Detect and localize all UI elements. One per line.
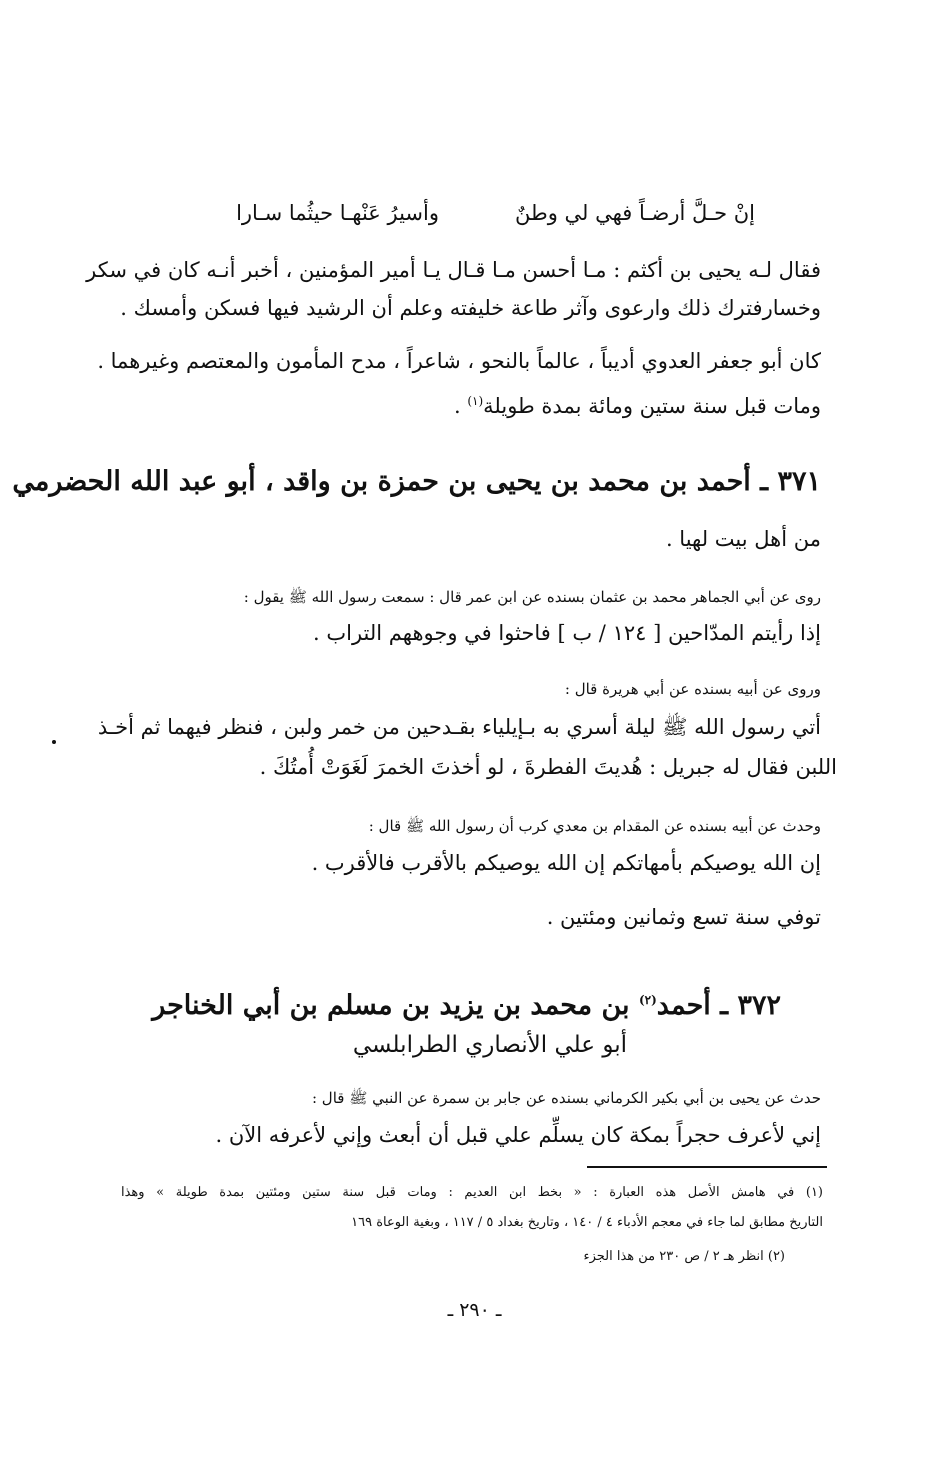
entry371-hadith2-line2: اللبن فقال له جبريل : هُديتَ الفطرةَ ، لو أخذتَ الخمرَ لَغَوَتْ أُمتُكَ . xyxy=(259,755,837,779)
page-number: ـ ٢٩٠ ـ xyxy=(447,1299,502,1321)
footnote-ref-1: (١) xyxy=(467,394,484,408)
entry372-heading-end: بن محمد بن يزيد بن مسلم بن أبي الخناجر xyxy=(152,990,639,1021)
entry371-narration2: وروى عن أبيه بسنده عن أبي هريرة قال : xyxy=(564,680,821,698)
footnote1-line2: التاريخ مطابق لما جاء في معجم الأدباء ٤ / ١٤٠ ، وتاريخ بغداد ٥ / ١١٧ ، وبغية الوعاة ١٦٩ xyxy=(351,1215,823,1230)
footnote2: (٢) انظر هـ ٢ / ص ٢٣٠ من هذا الجزء xyxy=(583,1249,785,1264)
entry371-heading: ٣٧١ ـ أحمد بن محمد بن يحيى بن حمزة بن واقد ، أبو عبد الله الحضرمي xyxy=(12,466,821,497)
entry371-narration1: روى عن أبي الجماهر محمد بن عثمان بسنده عن ابن عمر قال : سمعت رسول الله ﷺ يقول : xyxy=(243,588,821,606)
entry372-heading-start: ٣٧٢ ـ أحمد xyxy=(656,990,781,1021)
para1-line2: وخسارفترك ذلك وارعوى وآثر طاعة خليفته وعلم أن الرشيد فيها فسكن وأمسك . xyxy=(120,296,821,320)
para2-line1: كان أبو جعفر العدوي أديباً ، عالماً بالنحو ، شاعراً ، مدح المأمون والمعتصم وغيرهما . xyxy=(97,349,821,373)
stray-mark xyxy=(52,740,56,744)
entry372-narration1: حدث عن يحيى بن أبي بكير الكرماني بسنده عن جابر بن سمرة عن النبي ﷺ قال : xyxy=(311,1089,821,1107)
verse-second-hemistich: وأسيرُ عَنْهـا حيثُما سـارا xyxy=(236,201,439,225)
para2-line2-text: ومات قبل سنة ستين ومائة بمدة طويلة xyxy=(483,394,821,418)
entry372-subheading: أبو علي الأنصاري الطرابلسي xyxy=(352,1032,627,1058)
para2-line2 xyxy=(454,386,821,421)
footnote-separator xyxy=(587,1166,827,1168)
para1-line1: فقال لـه يحيى بن أكثم : مـا أحسن مـا قـال يـا أمير المؤمنين ، أخبر أنـه كان في سكر xyxy=(86,258,821,282)
footnote1-line1: (١) في هامش الأصل هذه العبارة : « بخط ابن العديم : ومات قبل سنة ستين ومئتين بمدة طويلة » وهذا xyxy=(121,1185,823,1200)
para2-line2-end: . xyxy=(453,394,468,418)
entry371-origin: من أهل بيت لهيا . xyxy=(665,527,821,551)
verse-first-hemistich: إنْ حـلَّ أرضـاً فهي لي وطنٌ xyxy=(515,201,755,225)
entry371-death: توفي سنة تسع وثمانين ومئتين . xyxy=(546,905,821,929)
entry371-hadith1: إذا رأيتم المدّاحين [ ١٢٤ / ب ] فاحثوا في وجوههم التراب . xyxy=(313,621,821,645)
entry372-hadith1: إني لأعرف حجراً بمكة كان يسلِّم علي قبل أن أبعث وإني لأعرفه الآن . xyxy=(215,1123,821,1147)
entry371-hadith3: إن الله يوصيكم بأمهاتكم إن الله يوصيكم بالأقرب فالأقرب . xyxy=(311,851,821,875)
entry372-heading xyxy=(152,980,781,1026)
entry371-hadith2-line1: أتي رسول الله ﷺ ليلة أسري به بـإيلياء بقـدحين من خمر ولبن ، فنظر فيهما ثم أخـذ xyxy=(97,715,821,739)
entry371-narration3: وحدث عن أبيه بسنده عن المقدام بن معدي كرب أن رسول الله ﷺ قال : xyxy=(368,817,821,835)
footnote-ref-2: (٢) xyxy=(638,993,657,1007)
